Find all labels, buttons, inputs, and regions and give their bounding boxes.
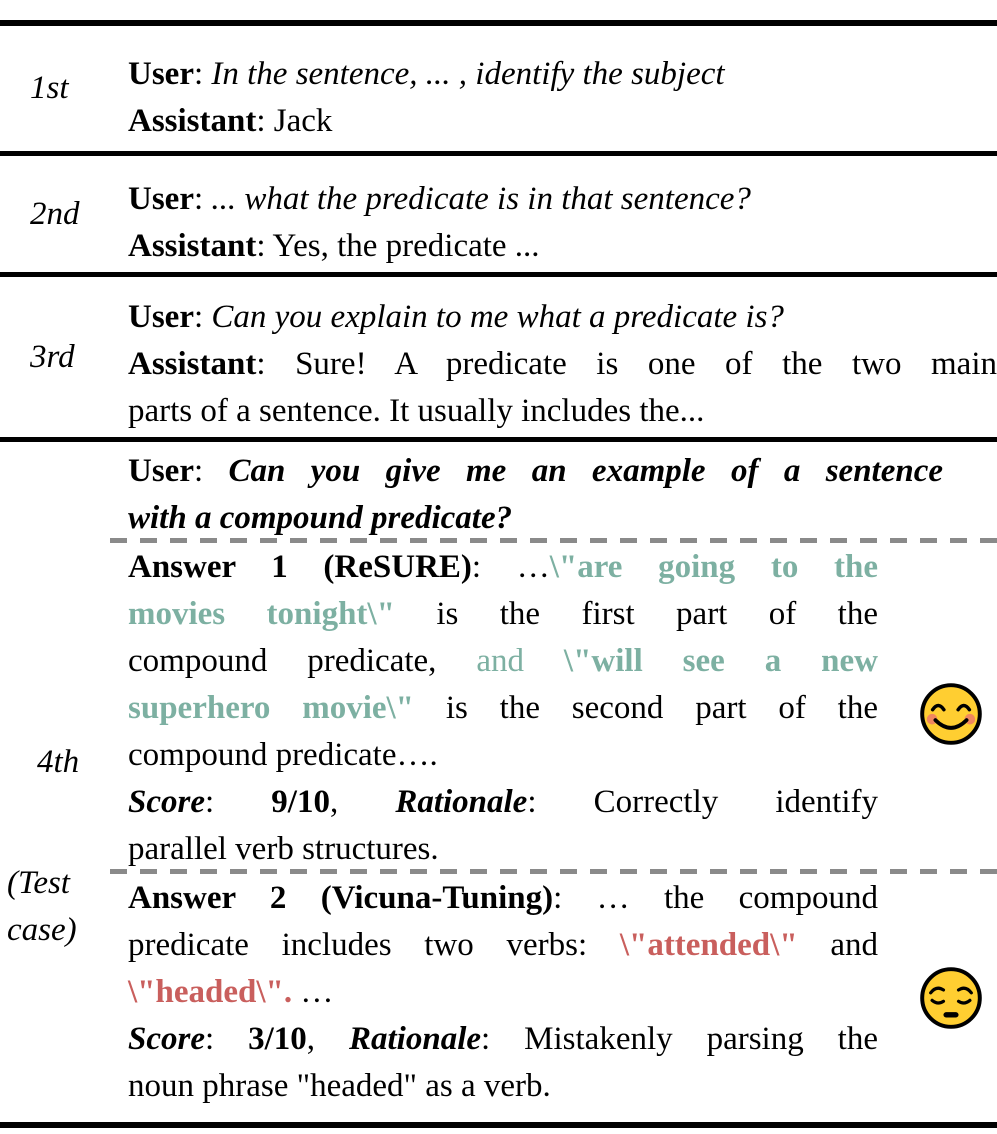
turn-content <box>128 277 997 437</box>
answer-line: predicate includes two verbs: \"attended\" and <box>128 927 878 963</box>
smiling-face-with-smiling-eyes-emoji <box>917 680 985 748</box>
pensive-face-emoji <box>917 964 985 1032</box>
user-line: User: Can you explain to me what a predicate is? <box>128 299 784 335</box>
answer-1-block <box>128 544 997 873</box>
assistant-line-continued: parts of a sentence. It usually includes the... <box>128 393 705 429</box>
answer-line: superhero movie\" is the second part of the <box>128 690 879 726</box>
user-question-line: with a compound predicate? <box>128 500 513 536</box>
user-question-block <box>128 448 943 542</box>
table-row <box>0 156 997 272</box>
answer-1-text <box>128 544 878 873</box>
score-line: Score: 9/10, Rationale: Correctly identify <box>128 784 878 820</box>
turn-label-column <box>0 277 128 437</box>
dashed-divider <box>110 867 997 875</box>
turn-label-2nd: 2nd <box>30 195 80 232</box>
answer-line: compound predicate, and \"will see a new <box>128 643 878 679</box>
turn-label-1st: 1st <box>30 70 69 106</box>
turn-label-column <box>0 442 128 1122</box>
answer-line: \"headed\". … <box>128 974 334 1010</box>
score-line-continued: noun phrase "headed" as a verb. <box>128 1068 551 1104</box>
turn-content <box>128 26 997 151</box>
answer-2-verdict <box>878 875 997 1110</box>
score-line: Score: 3/10, Rationale: Mistakenly parsing the <box>128 1021 878 1057</box>
test-case-label: (Test case) <box>7 865 77 948</box>
dashed-line <box>110 538 997 543</box>
table-row-test-case <box>0 442 997 1122</box>
assistant-line: Assistant: Jack <box>128 103 333 139</box>
answer-line: Answer 1 (ReSURE): …\"are going to the <box>128 549 878 585</box>
user-line: User: In the sentence, ... , identify the subject <box>128 56 725 92</box>
table-row <box>0 277 997 437</box>
dashed-line <box>110 869 997 874</box>
score-line-continued: parallel verb structures. <box>128 831 439 867</box>
assistant-line: Assistant: Yes, the predicate ... <box>128 228 540 264</box>
answer-2-text <box>128 875 878 1110</box>
answer-1-verdict <box>878 544 997 873</box>
turn-label-3rd: 3rd <box>30 338 75 375</box>
user-question-line: User: Can you give me an example of a sentence <box>128 453 944 489</box>
test-case-content <box>128 442 997 1122</box>
turn-label-column <box>0 156 128 272</box>
turn-label-column <box>0 26 128 151</box>
turn-label-4th: 4th <box>37 744 80 780</box>
answer-line: movies tonight\" is the first part of the <box>128 596 878 632</box>
turn-content <box>128 156 997 272</box>
table-row <box>0 26 997 151</box>
answer-line: Answer 2 (Vicuna-Tuning): … the compound <box>128 880 878 916</box>
user-line: User: ... what the predicate is in that sentence? <box>128 181 751 217</box>
dashed-divider <box>110 536 997 544</box>
table-bottom-rule <box>0 1122 997 1128</box>
assistant-line: Assistant: Sure! A predicate is one of the two main <box>128 346 997 382</box>
answer-2-block <box>128 875 997 1110</box>
answer-line: compound predicate…. <box>128 737 438 773</box>
